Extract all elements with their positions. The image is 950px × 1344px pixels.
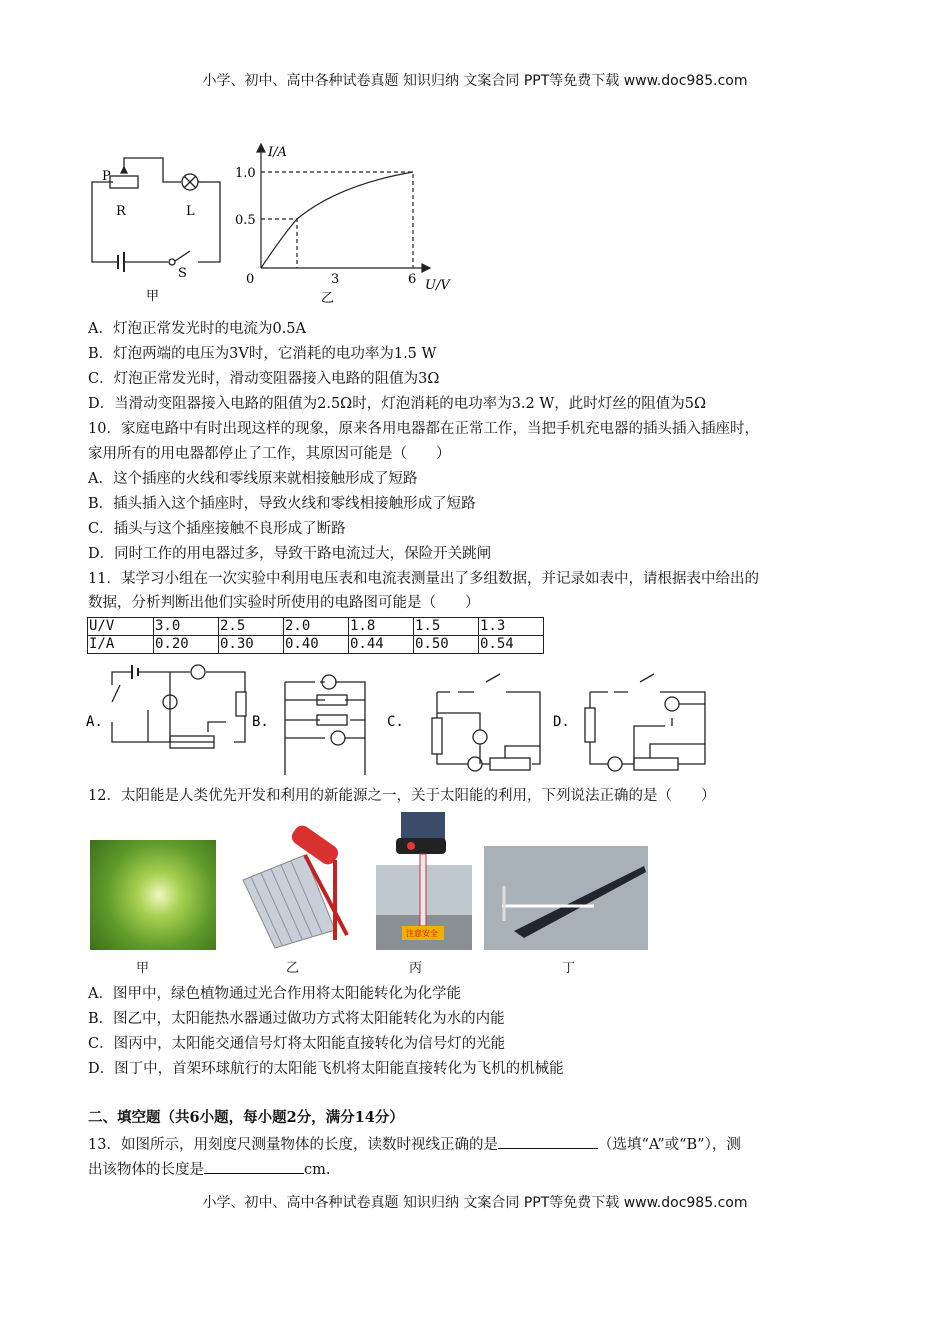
caption-yi: 乙 [286, 961, 300, 976]
traffic-sign-text: 注意安全 [406, 929, 438, 938]
q11-circuit-options [80, 660, 720, 775]
x-tick: 3 [331, 272, 340, 287]
q13-line2 [88, 1159, 330, 1180]
table-cell: 1.8 [349, 618, 414, 636]
y-tick: 0.5 [235, 213, 256, 228]
q11-stem-line1: 11．某学习小组在一次实验中利用电压表和电流表测量出了多组数据，并记录如表中，请根据表中给出的 [88, 571, 759, 587]
table-row-voltage [88, 618, 544, 636]
q13-line1 [88, 1134, 741, 1155]
table-cell: I/A [88, 636, 154, 654]
table-cell: 0.40 [284, 636, 349, 654]
q12-option-c: C．图丙中，太阳能交通信号灯将太阳能直接转化为信号灯的光能 [88, 1036, 506, 1052]
q10-stem-line1: 10．家庭电路中有时出现这样的现象，原来各用电器都在正常工作，当把手机充电器的插头插入插座时， [88, 421, 759, 437]
table-cell: U/V [88, 618, 154, 636]
q13-text: cm. [304, 1162, 331, 1178]
option-label-d: D. [553, 714, 570, 730]
table-row-current [88, 636, 544, 654]
q9-option-c: C．灯泡正常发光时，滑动变阻器接入电路的阻值为3Ω [88, 371, 440, 387]
q9-option-d: D．当滑动变阻器接入电路的阻值为2.5Ω时，灯泡消耗的电功率为3.2 W，此时灯丝的阻值为5Ω [88, 396, 707, 412]
page-header: 小学、初中、高中各种试卷真题 知识归纳 文案合同 PPT等免费下载 www.doc985.com [202, 73, 748, 89]
q9-option-b: B．灯泡两端的电压为3V时，它消耗的电功率为1.5 W [88, 346, 437, 362]
photo-solar-traffic-light [376, 810, 472, 950]
q10-stem-line2: 家用所有的用电器都停止了工作，其原因可能是（ ） [88, 446, 451, 462]
section-heading-fill-in: 二、填空题（共6小题，每小题2分，满分14分） [88, 1109, 404, 1126]
q11-stem-line2: 数据，分析判断出他们实验时所使用的电路图可能是（ ） [88, 595, 480, 611]
q10-option-b: B．插头插入这个插座时，导致火线和零线相接触形成了短路 [88, 496, 476, 512]
x-tick: 6 [408, 272, 417, 287]
q9-option-a: A．灯泡正常发光时的电流为0.5A [88, 321, 307, 337]
q10-option-d: D．同时工作的用电器过多，导致干路电流过大，保险开关跳闸 [88, 546, 492, 562]
label-p: P [102, 169, 111, 184]
photo-solar-water-heater [235, 820, 355, 955]
table-cell: 0.30 [219, 636, 284, 654]
q13-text: 13．如图所示，用刻度尺测量物体的长度，读数时视线正确的是 [88, 1137, 498, 1153]
table-cell: 0.50 [414, 636, 479, 654]
circuit-caption: 甲 [146, 289, 160, 304]
graph-caption: 乙 [321, 291, 335, 305]
option-label-a: A. [86, 714, 103, 730]
circuit-diagram [92, 158, 220, 272]
q12-option-a: A．图甲中，绿色植物通过光合作用将太阳能转化为化学能 [88, 986, 461, 1002]
page-footer: 小学、初中、高中各种试卷真题 知识归纳 文案合同 PPT等免费下载 www.doc985.com [202, 1195, 748, 1211]
caption-bing: 丙 [409, 961, 423, 976]
table-cell: 0.44 [349, 636, 414, 654]
q10-option-a: A．这个插座的火线和零线原来就相接触形成了短路 [88, 471, 418, 487]
circuit-d [585, 674, 705, 771]
q13-text: （选填“A”或“B”），测 [597, 1137, 741, 1153]
circuit-c [432, 674, 540, 771]
table-cell: 1.5 [414, 618, 479, 636]
x-axis-label: U/V [425, 278, 450, 293]
photo-solar-plane [484, 846, 648, 950]
caption-jia: 甲 [136, 961, 150, 976]
option-label-c: C. [387, 714, 404, 730]
table-cell: 0.20 [154, 636, 219, 654]
q10-option-c: C．插头与这个插座接触不良形成了断路 [88, 521, 346, 537]
circuit-b [285, 675, 365, 775]
answer-blank[interactable] [204, 1159, 304, 1174]
caption-ding: 丁 [562, 961, 576, 976]
q12-stem: 12．太阳能是人类优先开发和利用的新能源之一，关于太阳能的利用，下列说法正确的是（ ） [88, 788, 716, 804]
q11-data-table [87, 617, 544, 654]
table-cell: 2.0 [284, 618, 349, 636]
iu-graph [257, 144, 430, 272]
answer-blank[interactable] [498, 1134, 598, 1149]
circuit-and-iu-graph-figure [88, 140, 458, 305]
table-cell: 1.3 [479, 618, 544, 636]
table-cell: 2.5 [219, 618, 284, 636]
label-l: L [186, 204, 195, 219]
y-tick: 1.0 [235, 166, 256, 181]
q12-option-b: B．图乙中，太阳能热水器通过做功方式将太阳能转化为水的内能 [88, 1011, 505, 1027]
y-axis-label: I/A [268, 145, 287, 160]
x-tick: 0 [246, 272, 255, 287]
circuit-a [112, 665, 246, 748]
table-cell: 0.54 [479, 636, 544, 654]
q12-option-d: D．图丁中，首架环球航行的太阳能飞机将太阳能直接转化为飞机的机械能 [88, 1061, 564, 1077]
table-cell: 3.0 [154, 618, 219, 636]
photo-green-leaves [90, 840, 216, 950]
label-s: S [178, 266, 187, 281]
label-r: R [116, 204, 126, 219]
option-label-b: B. [252, 714, 269, 730]
q13-text: 出该物体的长度是 [88, 1162, 204, 1178]
